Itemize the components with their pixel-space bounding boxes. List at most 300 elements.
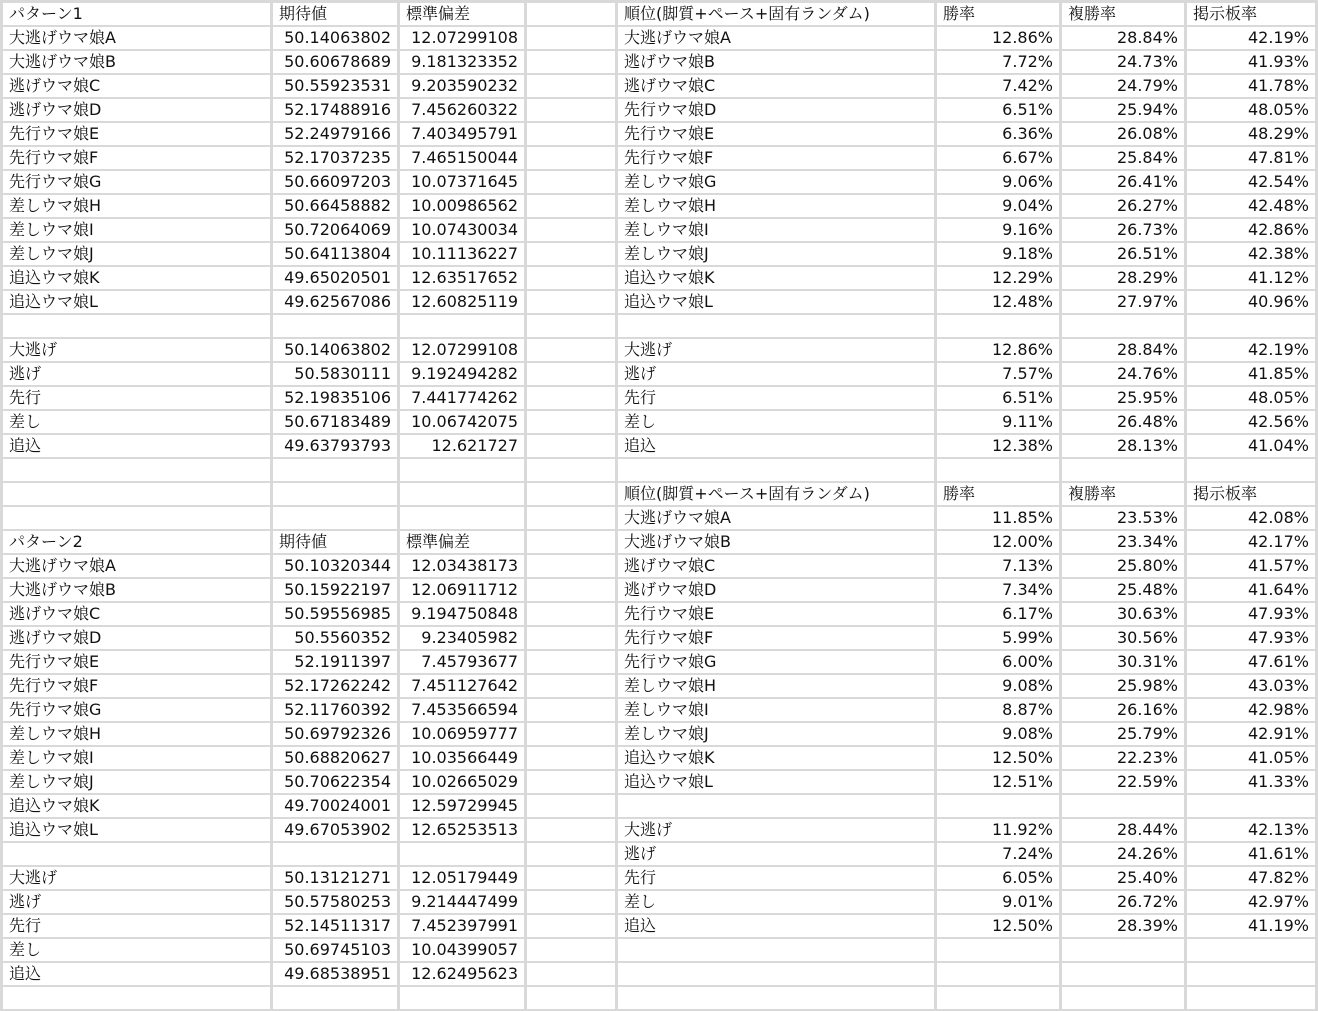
right-cell-r40-c2[interactable] — [1062, 963, 1184, 985]
left-cell-r24-c2[interactable]: 12.06911712 — [400, 579, 524, 601]
left-cell-r14-c3[interactable] — [527, 339, 615, 361]
left-cell-r16-c1[interactable]: 52.19835106 — [273, 387, 397, 409]
left-cell-r39-c0[interactable]: 差し — [3, 939, 270, 961]
right-cell-r23-c2[interactable]: 25.80% — [1062, 555, 1184, 577]
left-cell-r35-c1[interactable] — [273, 843, 397, 865]
right-cell-r9-c3[interactable]: 42.86% — [1187, 219, 1315, 241]
left-cell-r16-c3[interactable] — [527, 387, 615, 409]
left-cell-r18-c0[interactable]: 追込 — [3, 435, 270, 457]
left-cell-r28-c2[interactable]: 7.451127642 — [400, 675, 524, 697]
left-cell-r30-c2[interactable]: 10.06959777 — [400, 723, 524, 745]
right-cell-r5-c0[interactable]: 先行ウマ娘E — [618, 123, 934, 145]
left-cell-r39-c2[interactable]: 10.04399057 — [400, 939, 524, 961]
left-cell-r25-c2[interactable]: 9.194750848 — [400, 603, 524, 625]
left-cell-r29-c2[interactable]: 7.453566594 — [400, 699, 524, 721]
right-cell-r13-c0[interactable] — [618, 315, 934, 337]
right-cell-r1-c3[interactable]: 42.19% — [1187, 27, 1315, 49]
left-cell-r3-c1[interactable]: 50.55923531 — [273, 75, 397, 97]
left-cell-r27-c1[interactable]: 52.1911397 — [273, 651, 397, 673]
right-cell-r6-c3[interactable]: 47.81% — [1187, 147, 1315, 169]
left-cell-r32-c2[interactable]: 10.02665029 — [400, 771, 524, 793]
left-cell-r29-c3[interactable] — [527, 699, 615, 721]
right-cell-r11-c1[interactable]: 12.29% — [937, 267, 1059, 289]
left-cell-r40-c0[interactable]: 追込 — [3, 963, 270, 985]
left-cell-r11-c3[interactable] — [527, 267, 615, 289]
right-cell-r26-c0[interactable]: 先行ウマ娘F — [618, 627, 934, 649]
right-cell-r10-c1[interactable]: 9.18% — [937, 243, 1059, 265]
left-cell-r25-c1[interactable]: 50.59556985 — [273, 603, 397, 625]
left-cell-r24-c0[interactable]: 大逃げウマ娘B — [3, 579, 270, 601]
left-cell-r4-c2[interactable]: 7.456260322 — [400, 99, 524, 121]
right-cell-r36-c1[interactable]: 6.05% — [937, 867, 1059, 889]
right-cell-r29-c1[interactable]: 8.87% — [937, 699, 1059, 721]
right-cell-r14-c1[interactable]: 12.86% — [937, 339, 1059, 361]
right-cell-r22-c2[interactable]: 23.34% — [1062, 531, 1184, 553]
left-cell-r12-c3[interactable] — [527, 291, 615, 313]
right-cell-r17-c1[interactable]: 9.11% — [937, 411, 1059, 433]
left-cell-r36-c3[interactable] — [527, 867, 615, 889]
left-cell-r8-c1[interactable]: 50.66458882 — [273, 195, 397, 217]
left-cell-r33-c0[interactable]: 追込ウマ娘K — [3, 795, 270, 817]
right-cell-r34-c3[interactable]: 42.13% — [1187, 819, 1315, 841]
left-cell-r14-c0[interactable]: 大逃げ — [3, 339, 270, 361]
right-cell-r28-c2[interactable]: 25.98% — [1062, 675, 1184, 697]
right-cell-r12-c1[interactable]: 12.48% — [937, 291, 1059, 313]
right-cell-r19-c2[interactable] — [1062, 459, 1184, 481]
right-cell-r23-c1[interactable]: 7.13% — [937, 555, 1059, 577]
left-cell-r36-c1[interactable]: 50.13121271 — [273, 867, 397, 889]
left-cell-r36-c0[interactable]: 大逃げ — [3, 867, 270, 889]
right-cell-r31-c2[interactable]: 22.23% — [1062, 747, 1184, 769]
left-cell-r9-c0[interactable]: 差しウマ娘I — [3, 219, 270, 241]
left-cell-r7-c2[interactable]: 10.07371645 — [400, 171, 524, 193]
left-cell-r14-c1[interactable]: 50.14063802 — [273, 339, 397, 361]
left-cell-r37-c2[interactable]: 9.214447499 — [400, 891, 524, 913]
right-cell-r33-c3[interactable] — [1187, 795, 1315, 817]
right-cell-r40-c3[interactable] — [1187, 963, 1315, 985]
left-cell-r4-c0[interactable]: 逃げウマ娘D — [3, 99, 270, 121]
right-cell-r28-c1[interactable]: 9.08% — [937, 675, 1059, 697]
left-cell-r6-c0[interactable]: 先行ウマ娘F — [3, 147, 270, 169]
right-cell-r16-c3[interactable]: 48.05% — [1187, 387, 1315, 409]
right-cell-r40-c1[interactable] — [937, 963, 1059, 985]
left-cell-r0-c2[interactable]: 標準偏差 — [400, 3, 524, 25]
right-cell-r10-c2[interactable]: 26.51% — [1062, 243, 1184, 265]
right-cell-r12-c3[interactable]: 40.96% — [1187, 291, 1315, 313]
left-cell-r32-c0[interactable]: 差しウマ娘J — [3, 771, 270, 793]
right-cell-r14-c0[interactable]: 大逃げ — [618, 339, 934, 361]
left-cell-r2-c1[interactable]: 50.60678689 — [273, 51, 397, 73]
left-cell-r22-c0[interactable]: パターン2 — [3, 531, 270, 553]
left-cell-r10-c3[interactable] — [527, 243, 615, 265]
right-cell-r6-c0[interactable]: 先行ウマ娘F — [618, 147, 934, 169]
left-cell-r5-c0[interactable]: 先行ウマ娘E — [3, 123, 270, 145]
left-cell-r22-c2[interactable]: 標準偏差 — [400, 531, 524, 553]
right-cell-r1-c2[interactable]: 28.84% — [1062, 27, 1184, 49]
right-cell-r19-c3[interactable] — [1187, 459, 1315, 481]
right-cell-r20-c0[interactable]: 順位(脚質+ペース+固有ランダム) — [618, 483, 934, 505]
left-cell-r23-c1[interactable]: 50.10320344 — [273, 555, 397, 577]
right-cell-r25-c3[interactable]: 47.93% — [1187, 603, 1315, 625]
left-cell-r2-c2[interactable]: 9.181323352 — [400, 51, 524, 73]
right-cell-r12-c2[interactable]: 27.97% — [1062, 291, 1184, 313]
right-cell-r18-c1[interactable]: 12.38% — [937, 435, 1059, 457]
left-cell-r31-c2[interactable]: 10.03566449 — [400, 747, 524, 769]
right-cell-r36-c2[interactable]: 25.40% — [1062, 867, 1184, 889]
left-cell-r3-c3[interactable] — [527, 75, 615, 97]
right-cell-r38-c0[interactable]: 追込 — [618, 915, 934, 937]
right-cell-r0-c0[interactable]: 順位(脚質+ペース+固有ランダム) — [618, 3, 934, 25]
right-cell-r3-c2[interactable]: 24.79% — [1062, 75, 1184, 97]
right-cell-r16-c0[interactable]: 先行 — [618, 387, 934, 409]
right-cell-r40-c0[interactable] — [618, 963, 934, 985]
left-cell-r35-c3[interactable] — [527, 843, 615, 865]
right-cell-r41-c1[interactable] — [937, 987, 1059, 1009]
right-cell-r22-c3[interactable]: 42.17% — [1187, 531, 1315, 553]
left-cell-r5-c2[interactable]: 7.403495791 — [400, 123, 524, 145]
left-cell-r16-c2[interactable]: 7.441774262 — [400, 387, 524, 409]
left-cell-r18-c3[interactable] — [527, 435, 615, 457]
left-cell-r13-c2[interactable] — [400, 315, 524, 337]
right-cell-r19-c0[interactable] — [618, 459, 934, 481]
left-cell-r8-c0[interactable]: 差しウマ娘H — [3, 195, 270, 217]
left-cell-r17-c1[interactable]: 50.67183489 — [273, 411, 397, 433]
left-cell-r10-c1[interactable]: 50.64113804 — [273, 243, 397, 265]
left-cell-r13-c0[interactable] — [3, 315, 270, 337]
right-cell-r32-c2[interactable]: 22.59% — [1062, 771, 1184, 793]
right-cell-r1-c0[interactable]: 大逃げウマ娘A — [618, 27, 934, 49]
right-cell-r18-c2[interactable]: 28.13% — [1062, 435, 1184, 457]
left-cell-r34-c2[interactable]: 12.65253513 — [400, 819, 524, 841]
left-cell-r11-c2[interactable]: 12.63517652 — [400, 267, 524, 289]
right-cell-r7-c2[interactable]: 26.41% — [1062, 171, 1184, 193]
left-cell-r31-c1[interactable]: 50.68820627 — [273, 747, 397, 769]
left-cell-r6-c2[interactable]: 7.465150044 — [400, 147, 524, 169]
right-cell-r0-c1[interactable]: 勝率 — [937, 3, 1059, 25]
right-cell-r39-c0[interactable] — [618, 939, 934, 961]
right-cell-r39-c2[interactable] — [1062, 939, 1184, 961]
right-cell-r22-c0[interactable]: 大逃げウマ娘B — [618, 531, 934, 553]
right-cell-r15-c1[interactable]: 7.57% — [937, 363, 1059, 385]
right-cell-r0-c3[interactable]: 掲示板率 — [1187, 3, 1315, 25]
left-cell-r34-c0[interactable]: 追込ウマ娘L — [3, 819, 270, 841]
left-cell-r22-c1[interactable]: 期待値 — [273, 531, 397, 553]
left-cell-r18-c1[interactable]: 49.63793793 — [273, 435, 397, 457]
right-cell-r7-c3[interactable]: 42.54% — [1187, 171, 1315, 193]
right-cell-r29-c0[interactable]: 差しウマ娘I — [618, 699, 934, 721]
right-cell-r38-c1[interactable]: 12.50% — [937, 915, 1059, 937]
right-cell-r35-c0[interactable]: 逃げ — [618, 843, 934, 865]
right-cell-r24-c2[interactable]: 25.48% — [1062, 579, 1184, 601]
left-cell-r40-c2[interactable]: 12.62495623 — [400, 963, 524, 985]
left-cell-r30-c3[interactable] — [527, 723, 615, 745]
left-cell-r23-c2[interactable]: 12.03438173 — [400, 555, 524, 577]
left-cell-r1-c2[interactable]: 12.07299108 — [400, 27, 524, 49]
left-cell-r12-c1[interactable]: 49.62567086 — [273, 291, 397, 313]
right-cell-r8-c3[interactable]: 42.48% — [1187, 195, 1315, 217]
left-cell-r1-c1[interactable]: 50.14063802 — [273, 27, 397, 49]
left-cell-r36-c2[interactable]: 12.05179449 — [400, 867, 524, 889]
left-cell-r33-c3[interactable] — [527, 795, 615, 817]
right-cell-r39-c3[interactable] — [1187, 939, 1315, 961]
left-cell-r38-c2[interactable]: 7.452397991 — [400, 915, 524, 937]
left-cell-r23-c3[interactable] — [527, 555, 615, 577]
right-cell-r15-c0[interactable]: 逃げ — [618, 363, 934, 385]
right-cell-r16-c1[interactable]: 6.51% — [937, 387, 1059, 409]
right-cell-r41-c2[interactable] — [1062, 987, 1184, 1009]
left-cell-r0-c0[interactable]: パターン1 — [3, 3, 270, 25]
left-cell-r29-c1[interactable]: 52.11760392 — [273, 699, 397, 721]
left-cell-r13-c1[interactable] — [273, 315, 397, 337]
right-cell-r6-c2[interactable]: 25.84% — [1062, 147, 1184, 169]
left-cell-r17-c3[interactable] — [527, 411, 615, 433]
right-cell-r8-c0[interactable]: 差しウマ娘H — [618, 195, 934, 217]
right-cell-r2-c1[interactable]: 7.72% — [937, 51, 1059, 73]
right-cell-r32-c3[interactable]: 41.33% — [1187, 771, 1315, 793]
right-cell-r4-c0[interactable]: 先行ウマ娘D — [618, 99, 934, 121]
right-cell-r29-c3[interactable]: 42.98% — [1187, 699, 1315, 721]
right-cell-r4-c2[interactable]: 25.94% — [1062, 99, 1184, 121]
left-cell-r19-c3[interactable] — [527, 459, 615, 481]
right-cell-r17-c2[interactable]: 26.48% — [1062, 411, 1184, 433]
left-cell-r3-c2[interactable]: 9.203590232 — [400, 75, 524, 97]
right-cell-r33-c0[interactable] — [618, 795, 934, 817]
left-cell-r0-c1[interactable]: 期待値 — [273, 3, 397, 25]
right-cell-r35-c2[interactable]: 24.26% — [1062, 843, 1184, 865]
left-cell-r27-c2[interactable]: 7.45793677 — [400, 651, 524, 673]
left-cell-r12-c2[interactable]: 12.60825119 — [400, 291, 524, 313]
right-cell-r28-c3[interactable]: 43.03% — [1187, 675, 1315, 697]
right-cell-r35-c1[interactable]: 7.24% — [937, 843, 1059, 865]
left-cell-r9-c1[interactable]: 50.72064069 — [273, 219, 397, 241]
right-cell-r18-c0[interactable]: 追込 — [618, 435, 934, 457]
left-cell-r1-c0[interactable]: 大逃げウマ娘A — [3, 27, 270, 49]
right-cell-r34-c0[interactable]: 大逃げ — [618, 819, 934, 841]
left-cell-r31-c3[interactable] — [527, 747, 615, 769]
right-cell-r41-c0[interactable] — [618, 987, 934, 1009]
left-cell-r37-c0[interactable]: 逃げ — [3, 891, 270, 913]
left-cell-r33-c2[interactable]: 12.59729945 — [400, 795, 524, 817]
right-cell-r29-c2[interactable]: 26.16% — [1062, 699, 1184, 721]
right-cell-r30-c1[interactable]: 9.08% — [937, 723, 1059, 745]
left-cell-r26-c3[interactable] — [527, 627, 615, 649]
right-cell-r20-c2[interactable]: 複勝率 — [1062, 483, 1184, 505]
right-cell-r37-c0[interactable]: 差し — [618, 891, 934, 913]
left-cell-r11-c1[interactable]: 49.65020501 — [273, 267, 397, 289]
right-cell-r24-c1[interactable]: 7.34% — [937, 579, 1059, 601]
right-cell-r10-c0[interactable]: 差しウマ娘J — [618, 243, 934, 265]
right-cell-r14-c3[interactable]: 42.19% — [1187, 339, 1315, 361]
right-cell-r21-c3[interactable]: 42.08% — [1187, 507, 1315, 529]
left-cell-r26-c0[interactable]: 逃げウマ娘D — [3, 627, 270, 649]
left-cell-r21-c2[interactable] — [400, 507, 524, 529]
left-cell-r3-c0[interactable]: 逃げウマ娘C — [3, 75, 270, 97]
left-cell-r6-c1[interactable]: 52.17037235 — [273, 147, 397, 169]
right-cell-r30-c2[interactable]: 25.79% — [1062, 723, 1184, 745]
right-cell-r12-c0[interactable]: 追込ウマ娘L — [618, 291, 934, 313]
right-cell-r7-c0[interactable]: 差しウマ娘G — [618, 171, 934, 193]
right-cell-r2-c3[interactable]: 41.93% — [1187, 51, 1315, 73]
left-cell-r18-c2[interactable]: 12.621727 — [400, 435, 524, 457]
left-cell-r27-c0[interactable]: 先行ウマ娘E — [3, 651, 270, 673]
right-cell-r23-c0[interactable]: 逃げウマ娘C — [618, 555, 934, 577]
right-cell-r18-c3[interactable]: 41.04% — [1187, 435, 1315, 457]
left-cell-r21-c3[interactable] — [527, 507, 615, 529]
right-cell-r21-c2[interactable]: 23.53% — [1062, 507, 1184, 529]
left-cell-r23-c0[interactable]: 大逃げウマ娘A — [3, 555, 270, 577]
left-cell-r28-c0[interactable]: 先行ウマ娘F — [3, 675, 270, 697]
right-cell-r7-c1[interactable]: 9.06% — [937, 171, 1059, 193]
right-cell-r16-c2[interactable]: 25.95% — [1062, 387, 1184, 409]
right-cell-r3-c1[interactable]: 7.42% — [937, 75, 1059, 97]
left-cell-r10-c0[interactable]: 差しウマ娘J — [3, 243, 270, 265]
right-cell-r11-c2[interactable]: 28.29% — [1062, 267, 1184, 289]
left-cell-r37-c3[interactable] — [527, 891, 615, 913]
left-cell-r10-c2[interactable]: 10.11136227 — [400, 243, 524, 265]
right-cell-r25-c2[interactable]: 30.63% — [1062, 603, 1184, 625]
right-cell-r8-c2[interactable]: 26.27% — [1062, 195, 1184, 217]
left-cell-r9-c3[interactable] — [527, 219, 615, 241]
right-cell-r36-c0[interactable]: 先行 — [618, 867, 934, 889]
left-cell-r41-c0[interactable] — [3, 987, 270, 1009]
left-cell-r15-c0[interactable]: 逃げ — [3, 363, 270, 385]
left-cell-r26-c2[interactable]: 9.23405982 — [400, 627, 524, 649]
left-cell-r8-c2[interactable]: 10.00986562 — [400, 195, 524, 217]
left-cell-r0-c3[interactable] — [527, 3, 615, 25]
left-cell-r5-c3[interactable] — [527, 123, 615, 145]
left-cell-r13-c3[interactable] — [527, 315, 615, 337]
left-cell-r1-c3[interactable] — [527, 27, 615, 49]
left-cell-r41-c1[interactable] — [273, 987, 397, 1009]
right-cell-r24-c3[interactable]: 41.64% — [1187, 579, 1315, 601]
right-cell-r41-c3[interactable] — [1187, 987, 1315, 1009]
right-cell-r31-c3[interactable]: 41.05% — [1187, 747, 1315, 769]
right-cell-r21-c1[interactable]: 11.85% — [937, 507, 1059, 529]
left-cell-r41-c2[interactable] — [400, 987, 524, 1009]
left-cell-r4-c1[interactable]: 52.17488916 — [273, 99, 397, 121]
right-cell-r32-c0[interactable]: 追込ウマ娘L — [618, 771, 934, 793]
right-cell-r6-c1[interactable]: 6.67% — [937, 147, 1059, 169]
left-cell-r35-c2[interactable] — [400, 843, 524, 865]
left-cell-r9-c2[interactable]: 10.07430034 — [400, 219, 524, 241]
right-cell-r11-c3[interactable]: 41.12% — [1187, 267, 1315, 289]
right-cell-r8-c1[interactable]: 9.04% — [937, 195, 1059, 217]
left-cell-r26-c1[interactable]: 50.5560352 — [273, 627, 397, 649]
right-cell-r25-c1[interactable]: 6.17% — [937, 603, 1059, 625]
right-cell-r38-c3[interactable]: 41.19% — [1187, 915, 1315, 937]
right-cell-r27-c3[interactable]: 47.61% — [1187, 651, 1315, 673]
left-cell-r40-c3[interactable] — [527, 963, 615, 985]
left-cell-r37-c1[interactable]: 50.57580253 — [273, 891, 397, 913]
right-cell-r35-c3[interactable]: 41.61% — [1187, 843, 1315, 865]
right-cell-r38-c2[interactable]: 28.39% — [1062, 915, 1184, 937]
left-cell-r24-c1[interactable]: 50.15922197 — [273, 579, 397, 601]
left-cell-r20-c1[interactable] — [273, 483, 397, 505]
left-cell-r38-c3[interactable] — [527, 915, 615, 937]
right-cell-r27-c2[interactable]: 30.31% — [1062, 651, 1184, 673]
right-cell-r9-c0[interactable]: 差しウマ娘I — [618, 219, 934, 241]
left-cell-r30-c0[interactable]: 差しウマ娘H — [3, 723, 270, 745]
right-cell-r5-c2[interactable]: 26.08% — [1062, 123, 1184, 145]
right-cell-r3-c3[interactable]: 41.78% — [1187, 75, 1315, 97]
right-cell-r17-c3[interactable]: 42.56% — [1187, 411, 1315, 433]
right-cell-r31-c0[interactable]: 追込ウマ娘K — [618, 747, 934, 769]
right-cell-r34-c1[interactable]: 11.92% — [937, 819, 1059, 841]
left-cell-r34-c1[interactable]: 49.67053902 — [273, 819, 397, 841]
left-cell-r39-c3[interactable] — [527, 939, 615, 961]
right-cell-r20-c3[interactable]: 掲示板率 — [1187, 483, 1315, 505]
left-cell-r15-c3[interactable] — [527, 363, 615, 385]
left-cell-r40-c1[interactable]: 49.68538951 — [273, 963, 397, 985]
right-cell-r2-c0[interactable]: 逃げウマ娘B — [618, 51, 934, 73]
right-cell-r22-c1[interactable]: 12.00% — [937, 531, 1059, 553]
right-cell-r26-c2[interactable]: 30.56% — [1062, 627, 1184, 649]
right-cell-r27-c1[interactable]: 6.00% — [937, 651, 1059, 673]
right-cell-r26-c1[interactable]: 5.99% — [937, 627, 1059, 649]
right-cell-r34-c2[interactable]: 28.44% — [1062, 819, 1184, 841]
left-cell-r32-c1[interactable]: 50.70622354 — [273, 771, 397, 793]
left-cell-r24-c3[interactable] — [527, 579, 615, 601]
right-cell-r14-c2[interactable]: 28.84% — [1062, 339, 1184, 361]
left-cell-r31-c0[interactable]: 差しウマ娘I — [3, 747, 270, 769]
left-cell-r17-c2[interactable]: 10.06742075 — [400, 411, 524, 433]
right-cell-r3-c0[interactable]: 逃げウマ娘C — [618, 75, 934, 97]
left-cell-r35-c0[interactable] — [3, 843, 270, 865]
left-cell-r27-c3[interactable] — [527, 651, 615, 673]
left-cell-r15-c2[interactable]: 9.192494282 — [400, 363, 524, 385]
left-cell-r32-c3[interactable] — [527, 771, 615, 793]
right-cell-r24-c0[interactable]: 逃げウマ娘D — [618, 579, 934, 601]
right-cell-r5-c1[interactable]: 6.36% — [937, 123, 1059, 145]
right-cell-r9-c2[interactable]: 26.73% — [1062, 219, 1184, 241]
left-cell-r5-c1[interactable]: 52.24979166 — [273, 123, 397, 145]
left-cell-r25-c0[interactable]: 逃げウマ娘C — [3, 603, 270, 625]
left-cell-r12-c0[interactable]: 追込ウマ娘L — [3, 291, 270, 313]
right-cell-r13-c1[interactable] — [937, 315, 1059, 337]
left-cell-r14-c2[interactable]: 12.07299108 — [400, 339, 524, 361]
right-cell-r13-c3[interactable] — [1187, 315, 1315, 337]
left-cell-r28-c3[interactable] — [527, 675, 615, 697]
right-cell-r26-c3[interactable]: 47.93% — [1187, 627, 1315, 649]
left-cell-r6-c3[interactable] — [527, 147, 615, 169]
left-cell-r15-c1[interactable]: 50.5830111 — [273, 363, 397, 385]
left-cell-r29-c0[interactable]: 先行ウマ娘G — [3, 699, 270, 721]
left-cell-r20-c3[interactable] — [527, 483, 615, 505]
right-cell-r33-c2[interactable] — [1062, 795, 1184, 817]
right-cell-r36-c3[interactable]: 47.82% — [1187, 867, 1315, 889]
left-cell-r19-c0[interactable] — [3, 459, 270, 481]
left-cell-r7-c3[interactable] — [527, 171, 615, 193]
right-cell-r30-c3[interactable]: 42.91% — [1187, 723, 1315, 745]
right-cell-r27-c0[interactable]: 先行ウマ娘G — [618, 651, 934, 673]
left-cell-r38-c1[interactable]: 52.14511317 — [273, 915, 397, 937]
left-cell-r2-c3[interactable] — [527, 51, 615, 73]
left-cell-r20-c0[interactable] — [3, 483, 270, 505]
left-cell-r20-c2[interactable] — [400, 483, 524, 505]
left-cell-r30-c1[interactable]: 50.69792326 — [273, 723, 397, 745]
right-cell-r20-c1[interactable]: 勝率 — [937, 483, 1059, 505]
right-cell-r37-c2[interactable]: 26.72% — [1062, 891, 1184, 913]
left-cell-r7-c0[interactable]: 先行ウマ娘G — [3, 171, 270, 193]
left-cell-r11-c0[interactable]: 追込ウマ娘K — [3, 267, 270, 289]
right-cell-r15-c3[interactable]: 41.85% — [1187, 363, 1315, 385]
left-cell-r17-c0[interactable]: 差し — [3, 411, 270, 433]
left-cell-r33-c1[interactable]: 49.70024001 — [273, 795, 397, 817]
right-cell-r11-c0[interactable]: 追込ウマ娘K — [618, 267, 934, 289]
left-cell-r38-c0[interactable]: 先行 — [3, 915, 270, 937]
left-cell-r28-c1[interactable]: 52.17262242 — [273, 675, 397, 697]
right-cell-r15-c2[interactable]: 24.76% — [1062, 363, 1184, 385]
